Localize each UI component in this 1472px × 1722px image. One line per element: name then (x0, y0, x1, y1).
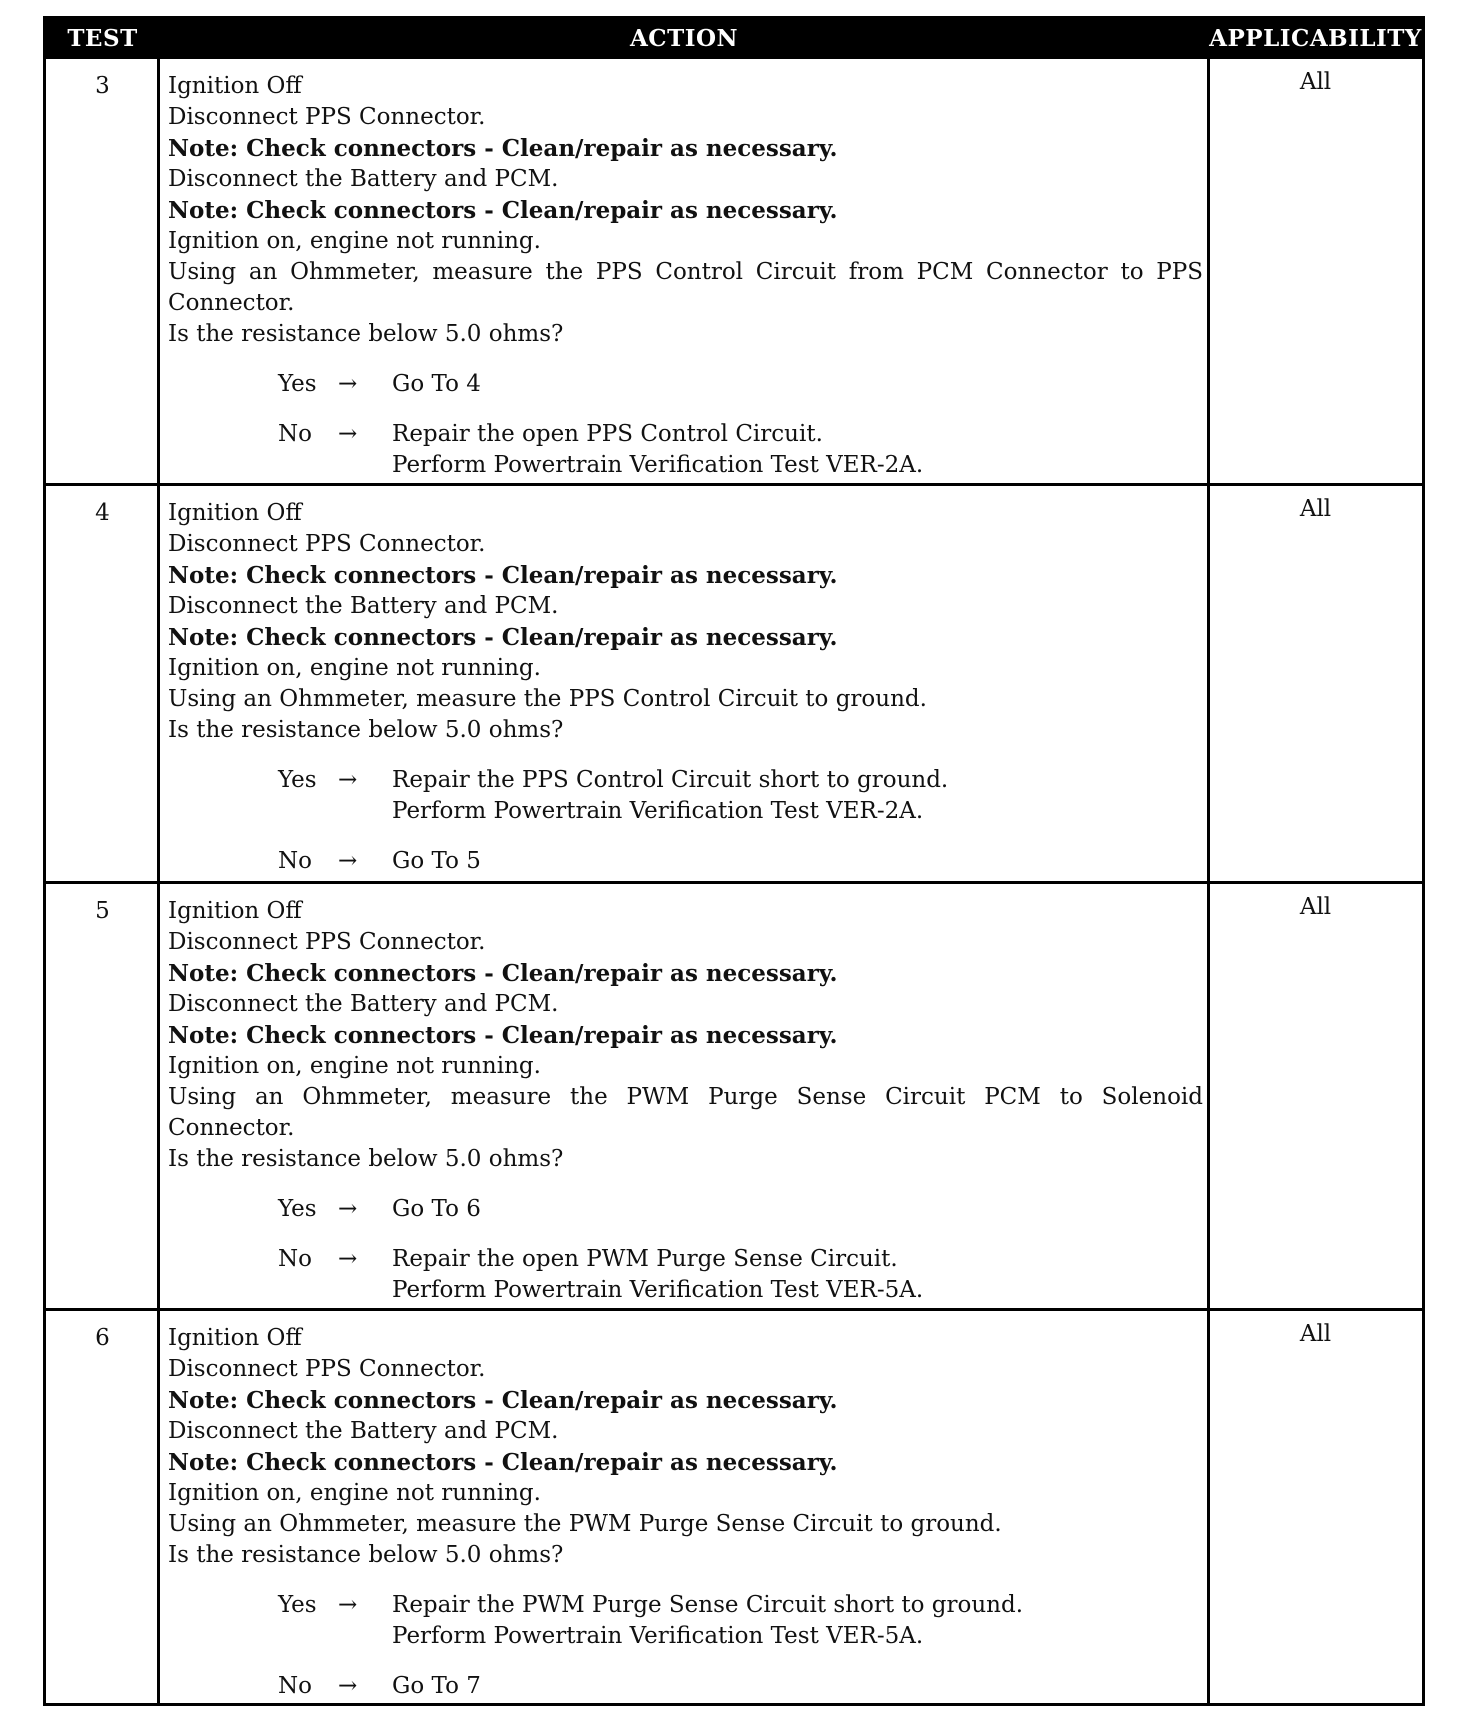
test-table (43, 16, 1425, 1706)
step-text: Connector. (168, 1115, 295, 1141)
step-text: Disconnect PPS Connector. (168, 1356, 486, 1382)
step-text: Using an Ohmmeter, measure the PPS Control Circuit from PCM Connector to PPS (168, 259, 1203, 285)
table-row (46, 1311, 1422, 1703)
yes-result (168, 1194, 1203, 1225)
result-text: Go To 4 (392, 371, 481, 397)
result-text: Go To 6 (392, 1196, 481, 1222)
header-action: ACTION (629, 25, 739, 52)
no-result (168, 1244, 1203, 1275)
step-text: Using an Ohmmeter, measure the PWM Purge Sense Circuit PCM to Solenoid (168, 1084, 1203, 1110)
question-text: Is the resistance below 5.0 ohms? (168, 1146, 564, 1172)
note-text: Note: Check connectors - Clean/repair as necessary. (168, 1022, 838, 1049)
step-text: Ignition on, engine not running. (168, 655, 541, 681)
arrow-icon: → (338, 371, 358, 397)
step-text: Disconnect the Battery and PCM. (168, 1418, 559, 1444)
result-text: Go To 7 (392, 1673, 481, 1699)
note-text: Note: Check connectors - Clean/repair as necessary. (168, 135, 838, 162)
yes-label: Yes (278, 1196, 317, 1222)
result-text: Repair the open PWM Purge Sense Circuit. (392, 1246, 898, 1272)
action-cell (168, 498, 1203, 877)
applicability-value: All (1299, 894, 1332, 920)
note-text: Note: Check connectors - Clean/repair as necessary. (168, 1449, 838, 1476)
test-number: 6 (95, 1325, 110, 1351)
step-text: Using an Ohmmeter, measure the PPS Control Circuit to ground. (168, 686, 927, 712)
test-number: 5 (95, 898, 110, 924)
yes-result-continued (168, 1621, 1203, 1652)
yes-result-continued (168, 796, 1203, 827)
yes-label: Yes (278, 371, 317, 397)
step-text: Ignition Off (168, 1325, 302, 1351)
step-text: Connector. (168, 290, 295, 316)
question-text: Is the resistance below 5.0 ohms? (168, 321, 564, 347)
table-header (46, 19, 1422, 59)
arrow-icon: → (338, 767, 358, 793)
step-text: Disconnect the Battery and PCM. (168, 991, 559, 1017)
step-text: Ignition Off (168, 898, 302, 924)
applicability-value: All (1299, 1321, 1332, 1347)
step-text: Using an Ohmmeter, measure the PWM Purge Sense Circuit to ground. (168, 1511, 1002, 1537)
no-result-continued (168, 1275, 1203, 1306)
action-cell (168, 1323, 1203, 1702)
step-text: Ignition on, engine not running. (168, 1480, 541, 1506)
result-text: Repair the PPS Control Circuit short to ground. (392, 767, 949, 793)
note-text: Note: Check connectors - Clean/repair as necessary. (168, 197, 838, 224)
arrow-icon: → (338, 421, 358, 447)
yes-result (168, 1590, 1203, 1621)
result-text: Go To 5 (392, 848, 481, 874)
yes-result (168, 369, 1203, 400)
table-row (46, 486, 1422, 881)
note-text: Note: Check connectors - Clean/repair as necessary. (168, 960, 838, 987)
arrow-icon: → (338, 1673, 358, 1699)
question-text: Is the resistance below 5.0 ohms? (168, 717, 564, 743)
yes-label: Yes (278, 1592, 317, 1618)
result-text: Perform Powertrain Verification Test VER-5A. (392, 1277, 924, 1303)
step-text: Ignition on, engine not running. (168, 228, 541, 254)
no-label: No (278, 1246, 312, 1272)
table-row (46, 884, 1422, 1308)
result-text: Repair the PWM Purge Sense Circuit short to ground. (392, 1592, 1024, 1618)
arrow-icon: → (338, 848, 358, 874)
arrow-icon: → (338, 1196, 358, 1222)
yes-result (168, 765, 1203, 796)
header-applicability: APPLICABILITY (1209, 25, 1422, 52)
action-cell (168, 896, 1203, 1306)
note-text: Note: Check connectors - Clean/repair as necessary. (168, 1387, 838, 1414)
question-text: Is the resistance below 5.0 ohms? (168, 1542, 564, 1568)
step-text: Disconnect PPS Connector. (168, 929, 486, 955)
yes-label: Yes (278, 767, 317, 793)
result-text: Repair the open PPS Control Circuit. (392, 421, 823, 447)
applicability-value: All (1299, 69, 1332, 95)
no-label: No (278, 1673, 312, 1699)
note-text: Note: Check connectors - Clean/repair as necessary. (168, 562, 838, 589)
applicability-value: All (1299, 496, 1332, 522)
step-text: Ignition on, engine not running. (168, 1053, 541, 1079)
test-number: 3 (95, 73, 110, 99)
arrow-icon: → (338, 1592, 358, 1618)
test-number: 4 (95, 500, 110, 526)
no-label: No (278, 421, 312, 447)
action-cell (168, 71, 1203, 481)
table-row (46, 59, 1422, 483)
arrow-icon: → (338, 1246, 358, 1272)
step-text: Ignition Off (168, 500, 302, 526)
result-text: Perform Powertrain Verification Test VER-5A. (392, 1623, 924, 1649)
no-label: No (278, 848, 312, 874)
step-text: Disconnect the Battery and PCM. (168, 166, 559, 192)
note-text: Note: Check connectors - Clean/repair as necessary. (168, 624, 838, 651)
step-text: Disconnect PPS Connector. (168, 531, 486, 557)
no-result (168, 846, 1203, 877)
no-result (168, 419, 1203, 450)
step-text: Disconnect PPS Connector. (168, 104, 486, 130)
no-result-continued (168, 450, 1203, 481)
result-text: Perform Powertrain Verification Test VER-2A. (392, 452, 924, 478)
step-text: Ignition Off (168, 73, 302, 99)
no-result (168, 1671, 1203, 1702)
step-text: Disconnect the Battery and PCM. (168, 593, 559, 619)
header-test: TEST (67, 25, 138, 52)
result-text: Perform Powertrain Verification Test VER-2A. (392, 798, 924, 824)
